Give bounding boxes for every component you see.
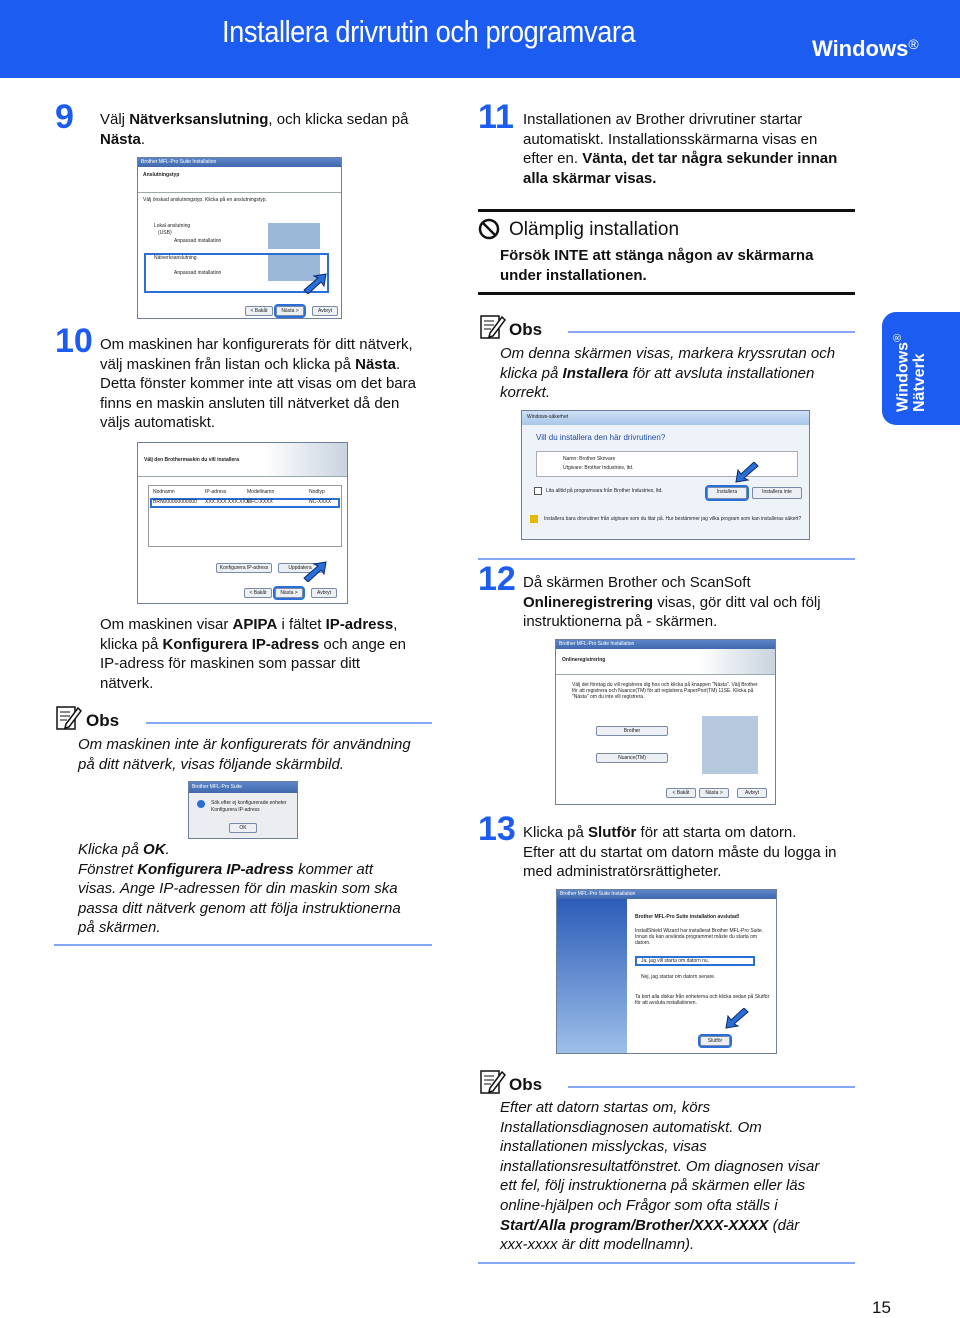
pointer-arrow-icon bbox=[302, 272, 328, 294]
step-9-number: 9 bbox=[55, 98, 74, 136]
next-button[interactable]: Nästa > bbox=[275, 588, 303, 598]
screenshot-unconfigured-dialog: Brother MFL-Pro Suite Sök efter ej konfigurerade enheter Konfigurera IP-adress OK bbox=[188, 781, 298, 839]
note-1-text-2: Klicka på OK. Fönstret Konfigurera IP-adress kommer att visas. Ange IP-adressen för din maskin som ska passa ditt nätverk genom att följa instruktionerna på skärmen. bbox=[78, 841, 401, 937]
step-9-text: Välj Nätverksanslutning, och klicka sedan på Nästa. bbox=[100, 111, 409, 148]
screenshot-windows-security: Windows-säkerhet Vill du installera den här drivrutinen? Namn: Brother Skrivare Utgivare: Brother Industries, ltd. Lita alltid på programvara från Brother Industries, ltd. Installera Installera inte Installera bara drivrutiner från utgivare som du litar på. Hur bestämmer jag vilka program som kan installeras säkert? bbox=[521, 410, 810, 540]
warning-shield-icon bbox=[530, 515, 538, 523]
step-13-number: 13 bbox=[478, 810, 516, 848]
warning-top-rule bbox=[478, 209, 855, 212]
note-pencil-icon bbox=[56, 704, 82, 730]
usb-cable-image bbox=[268, 223, 320, 249]
note-1-title: Obs bbox=[86, 711, 120, 730]
warning-title: Olämplig installation bbox=[509, 219, 680, 240]
finish-button[interactable]: Slutför bbox=[700, 1036, 730, 1046]
note-2-rule bbox=[568, 331, 855, 333]
page-title: Installera drivrutin och programvara bbox=[222, 14, 636, 49]
do-not-install-button[interactable]: Installera inte bbox=[752, 487, 802, 499]
step-11-number: 11 bbox=[478, 98, 514, 136]
note-3-title: Obs bbox=[509, 1075, 543, 1094]
step-11-text: Installationen av Brother drivrutiner startar automatiskt. Installationsskärmarna visas en efter en. Vänta, det tar några sekunder innan alla skärmar visas. bbox=[523, 111, 838, 187]
warning-bottom-rule bbox=[478, 292, 855, 295]
registration-pen-image bbox=[702, 716, 758, 774]
note-pencil-icon bbox=[480, 1068, 506, 1094]
screenshot-installation-finished: Brother MFL-Pro Suite Installation Brother MFL-Pro Suite installation avslutad! InstallShield Wizard har installerat Brother MFL-Pro Suite. Innan du kan använda programmet måste du starta om datorn. Ja, jag vill starta om datorn nu. Nej, jag startar om datorn senare. Ta bort alla diskar från enheterna och klicka sedan på Slutför för att avsluta installationen. Slutför bbox=[556, 889, 777, 1054]
note-2-bottom-rule bbox=[478, 558, 855, 560]
pointer-arrow-icon bbox=[734, 462, 760, 484]
step-13-text: Klicka på Slutför för att starta om datorn. Efter att du startat om datorn måste du logga in med administratörsrättigheter. bbox=[523, 824, 837, 881]
note-3-rule bbox=[568, 1086, 855, 1088]
note-2-title: Obs bbox=[509, 320, 543, 339]
screenshot-online-registration: Brother MFL-Pro Suite Installation Onlineregistrering Välj det företag du vill registrera dig hos och klicka på knappen "Nästa". Välj Brother för att registrera och Nuance(TM) för att registrera PaperPort(TM) 11SE. Klicka på "Nästa" om du inte vill registrera. Brother Nuance(TM) < Bakåt Nästa > Avbryt bbox=[555, 639, 776, 805]
apipa-text: Om maskinen visar APIPA i fältet IP-adress, klicka på Konfigurera IP-adress och ange en IP-adress för maskinen som passar ditt nätverk. bbox=[100, 616, 406, 692]
note-3-bottom-rule bbox=[478, 1262, 855, 1264]
note-3-text: Efter att datorn startas om, körs Installationsdiagnosen automatiskt. Om installationen misslyckas, visas installationsresultatfönstret. Om diagnosen visar ett fel, följ instruktionerna på skärmen eller läs online-hjälpen och Frågor som ofta ställs i Start/Alla program/Brother/XXX-XXXX (där xxx-xxxx är ditt modellnamn). bbox=[500, 1099, 820, 1254]
nuance-button[interactable]: Nuance(TM) bbox=[596, 753, 668, 763]
install-button[interactable]: Installera bbox=[707, 487, 747, 499]
pointer-arrow-icon bbox=[302, 560, 328, 582]
prohibited-icon bbox=[478, 218, 500, 240]
ok-button[interactable]: OK bbox=[229, 823, 257, 833]
os-label: Windows® bbox=[812, 36, 919, 61]
machine-list[interactable]: Nodnamn IP-adress Modellnamn Nodtyp BRN000000000000 XXX.XXX.XXX.XXX MFC-XXXX NC-XXXX bbox=[148, 485, 342, 547]
note-2-text: Om denna skärmen visas, markera kryssrutan och klicka på Installera för att avsluta installationen korrekt. bbox=[500, 345, 836, 402]
warning-text: Försök INTE att stänga någon av skärmarna under installationen. bbox=[500, 247, 814, 284]
step-12-text: Då skärmen Brother och ScanSoft Onlineregistrering visas, gör ditt val och följ instruktionerna på - skärmen. bbox=[523, 574, 821, 631]
brother-button[interactable]: Brother bbox=[596, 726, 668, 736]
note-1-bottom-rule bbox=[54, 944, 432, 946]
note-pencil-icon bbox=[480, 313, 506, 339]
screenshot-select-machine: Välj den Brothermaskin du vill installera Nodnamn IP-adress Modellnamn Nodtyp BRN000000000000 XXX.XXX.XXX.XXX MFC-XXXX NC-XXXX Konfigurera IP-adress Uppdatera < Bakåt Nästa > Avbryt bbox=[137, 442, 348, 604]
step-10-text: Om maskinen har konfigurerats för ditt nätverk, välj maskinen från listan och klicka på Nästa. Detta fönster kommer inte att visas om det bara finns en maskin ansluten till nätverket då den väljs automatiskt. bbox=[100, 336, 416, 432]
note-1-text: Om maskinen inte är konfigurerats för användning på ditt nätverk, visas följande skärmbild. bbox=[78, 736, 411, 773]
next-button[interactable]: Nästa > bbox=[276, 306, 304, 316]
step-12-number: 12 bbox=[478, 560, 516, 598]
pointer-arrow-icon bbox=[724, 1008, 750, 1030]
note-1-rule bbox=[146, 722, 432, 724]
wizard-side-image bbox=[557, 899, 627, 1054]
info-icon bbox=[197, 800, 205, 808]
side-tab-windows-network: Windows® Nätverk bbox=[882, 312, 960, 425]
trust-checkbox[interactable] bbox=[534, 487, 542, 495]
page-number: 15 bbox=[872, 1298, 891, 1317]
step-10-number: 10 bbox=[55, 322, 93, 360]
screenshot-connection-type: Brother MFL-Pro Suite Installation Anslutningstyp Välj önskad anslutningstyp. Klicka på en anslutningstyp. Lokal anslutning (USB) Anpassad installation Nätverksanslutning Anpassad installation < Bakåt Nästa > Avbryt bbox=[137, 157, 342, 319]
